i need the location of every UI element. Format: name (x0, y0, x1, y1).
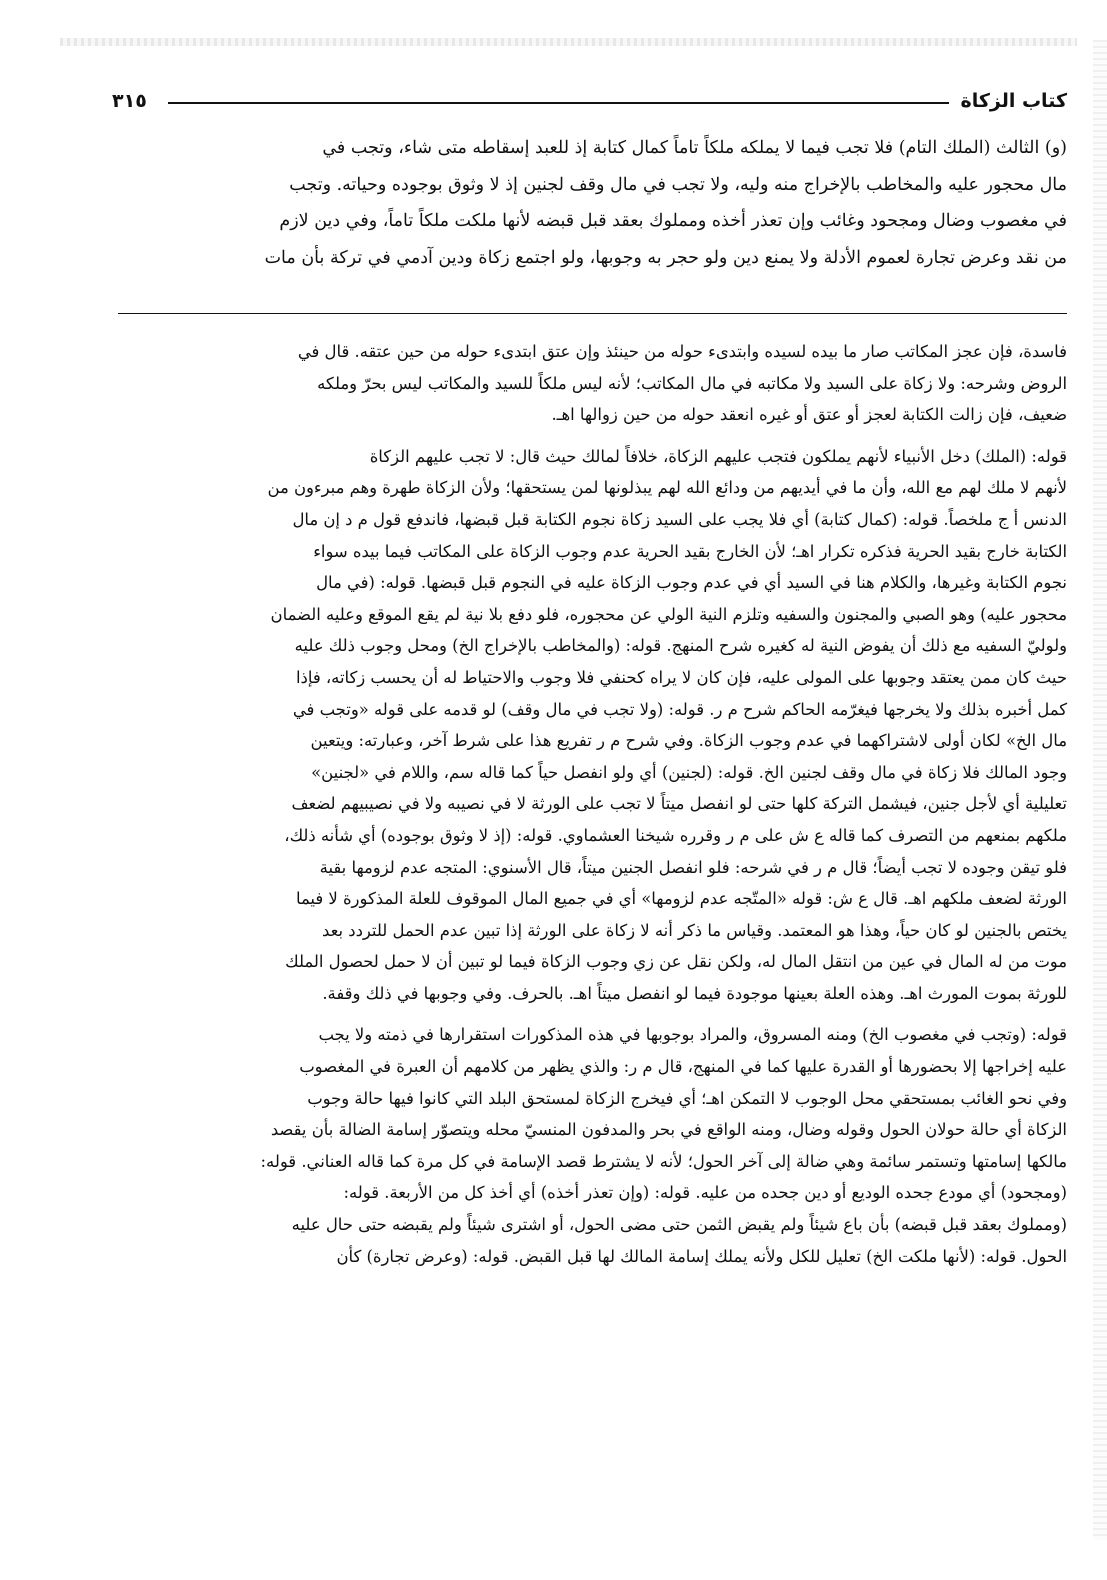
matn-line: من نقد وعرض تجارة لعموم الأدلة ولا يمنع دين ولو حجر به وجوبها، ولو اجتمع زكاة ودين آدمي في تركة بأن مات (264, 247, 1067, 268)
sharh-line: الدنس أ ج ملخصاً. قوله: (كمال كتابة) أي فلا يجب على السيد زكاة نجوم الكتابة قبل قبضها، فاندفع قول م د إن مال (292, 509, 1067, 529)
matn-text (110, 130, 1067, 276)
matn-line: مال محجور عليه والمخاطب بالإخراج منه وليه، ولا تجب في مال وقف لجنين إذ لا وثوق بوجوده وحياته. وتجب (289, 174, 1067, 195)
sharh-line: قوله: (الملك) دخل الأنبياء لأنهم يملكون فتجب عليهم الزكاة، خلافاً لمالك حيث قال: لا تجب عليهم الزكاة (369, 446, 1067, 466)
header-rule (168, 102, 949, 104)
sharh-line: قوله: (وتجب في مغصوب الخ) ومنه المسروق، والمراد بوجوبها في هذه المذكورات استقرارها في ذمته ولا يجب (318, 1025, 1067, 1045)
sharh-line: ولوليّ السفيه مع ذلك أن يفوض النية له كغيره شرح المنهج. قوله: (والمخاطب بالإخراج الخ) ومحل وجوب ذلك عليه (294, 636, 1067, 656)
matn-line: في مغصوب وضال ومجحود وغائب وإن تعذر أخذه ومملوك بعقد قبل قبضه لأنها ملكت ملكاً تاماً، وفي دين لازم (279, 211, 1067, 231)
page-number: ٣١٥ (112, 90, 147, 112)
sharh-line: عليه إخراجها إلا بحضورها أو القدرة عليها كما في المنهج، قال م ر: والذي يظهر من كلامهم أن العبرة في المغصوب (299, 1057, 1067, 1077)
sharh-line: الكتابة خارج بقيد الحرية فذكره تكرار اهـ؛ لأن الخارج بقيد الحرية عدم وجوب الزكاة على المكاتب فيما بيده سواء (313, 541, 1067, 561)
sharh-line: وجود المالك فلا زكاة في مال وقف لجنين الخ. قوله: (لجنين) أي ولو انفصل حياً كما قاله سم، واللام في «لجنين» (311, 762, 1067, 782)
sharh-line: الروض وشرحه: ولا زكاة على السيد ولا مكاتبه في مال المكاتب؛ لأنه ليس ملكاً للسيد والمكاتب ليس بحرّ وملكه (317, 373, 1067, 393)
sharh-line: الزكاة أي حالة حولان الحول وقوله وضال، ومنه الواقع في بحر والمدفون المنسيّ محله ويتصوّر إسامة الضالة بأن يقصد (270, 1120, 1067, 1140)
sharh-line: فلو تيقن وجوده لا تجب أيضاً؛ قال م ر في شرحه: فلو انفصل الجنين ميتاً، قال الأسنوي: المتجه عدم لزومها بقية (319, 857, 1067, 877)
sharh-line: لأنهم لا ملك لهم مع الله، وأن ما في أيديهم من ودائع الله لهم يبذلونها لمن يستحقها؛ ولأن الزكاة طهرة وهم مبرءون من (267, 478, 1067, 498)
sharh-line: (ومجحود) أي مودع جحده الوديع أو دين جحده من عليه. قوله: (وإن تعذر أخذه) أي أخذ كل من الأربعة. قوله: (343, 1183, 1067, 1203)
sharh-line: للورثة بموت المورث اهـ. وهذه العلة بعينها موجودة فيما لو انفصل ميتاً اهـ. بالحرف. وفي وجوبها في ذلك وقفة. (322, 983, 1067, 1003)
scan-edge-right (1093, 40, 1107, 1540)
sharh-line: مالكها إسامتها وتستمر سائمة وهي ضالة إلى آخر الحول؛ لأنه لا يشترط قصد الإسامة في كل مرة كما قاله العناني. قوله: (260, 1151, 1067, 1171)
sharh-line: تعليلية أي لأجل جنين، فيشمل التركة كلها حتى لو انفصل ميتاً لا تجب على الورثة لا في نصيبه ولا في نصيبيهم لضعف (291, 794, 1067, 814)
page-header (112, 86, 1067, 122)
scan-edge-top (60, 38, 1077, 46)
sharh-commentary (110, 336, 1067, 1282)
sharh-line: يختص بالجنين لو كان حياً، وهذا هو المعتمد. وقياس ما ذكر أنه لا زكاة على الورثة إذا تبين عدم الحمل للتردد بعد (321, 920, 1067, 940)
sharh-paragraph (110, 336, 1067, 431)
matn-line: (و) الثالث (الملك التام) فلا تجب فيما لا يملكه ملكاً تاماً كمال كتابة إذ للعبد إسقاطه متى شاء، وتجب في (322, 138, 1067, 158)
sharh-line: وفي نحو الغائب بمستحقي محل الوجوب لا التمكن اهـ؛ أي فيخرج الزكاة لمستحق البلد التي كانوا فيها حالة وجوب (307, 1088, 1067, 1108)
sharh-line: كمل أخبره بذلك ولا يخرجها فيغرّمه الحاكم شرح م ر. قوله: (ولا تجب في مال وقف) لو قدمه على قوله «وتجب في (292, 699, 1067, 719)
sharh-line: فاسدة، فإن عجز المكاتب صار ما بيده لسيده وابتدىء حوله من حينئذ وإن عتق ابتدىء حوله من حين عتقه. قال في (297, 342, 1067, 361)
sharh-line: نجوم الكتابة وغيرها، والكلام هنا في السيد أي في عدم وجوب الزكاة عليه في النجوم قبل قبضها. قوله: (في مال (316, 573, 1067, 593)
sharh-line: الحول. قوله: (لأنها ملكت الخ) تعليل للكل ولأنه يملك إسامة المالك لها قبل القبض. قوله: (وعرض تجارة) كأن (336, 1246, 1067, 1266)
sharh-line: محجور عليه) وهو الصبي والمجنون والسفيه وتلزم النية الولي عن محجوره، فلو دفع بلا نية لم يقع الموقع وعليه الضمان (270, 604, 1067, 624)
sharh-line: موت من له المال في عين من انتقل المال له، ولكن نقل عن زي وجوب الزكاة فيما لو تبين أن لا حمل لحصول الملك (285, 952, 1067, 972)
sharh-line: مال الخ» لكان أولى لاشتراكهما في عدم وجوب الزكاة. وفي شرح م ر تفريع هذا على شرط آخر، وعبارته: ويتعين (310, 731, 1067, 751)
matn-sharh-divider (118, 313, 1067, 314)
sharh-line: ملكهم بمنعهم من التصرف كما قاله ع ش على م ر وقرره شيخنا العشماوي. قوله: (إذ لا وثوق بوجوده) أي شأنه ذلك، (284, 825, 1067, 845)
sharh-line: (ومملوك بعقد قبل قبضه) بأن باع شيئاً ولم يقبض الثمن حتى مضى الحول، أو اشترى شيئاً ولم يقبضه حتى حال عليه (291, 1215, 1067, 1235)
sharh-line: الورثة لضعف ملكهم اهـ. قال ع ش: قوله «المتّجه عدم لزومها» أي في جميع المال الموقوف للعلة المذكورة لا فيما (295, 889, 1067, 909)
sharh-paragraph (110, 1019, 1067, 1272)
sharh-line: ضعيف، فإن زالت الكتابة لعجز أو عتق أو غيره انعقد حوله من حين زوالها اهـ. (551, 405, 1067, 425)
sharh-line: حيث كان ممن يعتقد وجوبها على المولى عليه، فإن كان لا يراه كحنفي فلا وجوب والاحتياط له أن يحسب زكاته، فإذا (295, 667, 1067, 687)
sharh-paragraph (110, 441, 1067, 1010)
running-title: كتاب الزكاة (960, 90, 1067, 112)
